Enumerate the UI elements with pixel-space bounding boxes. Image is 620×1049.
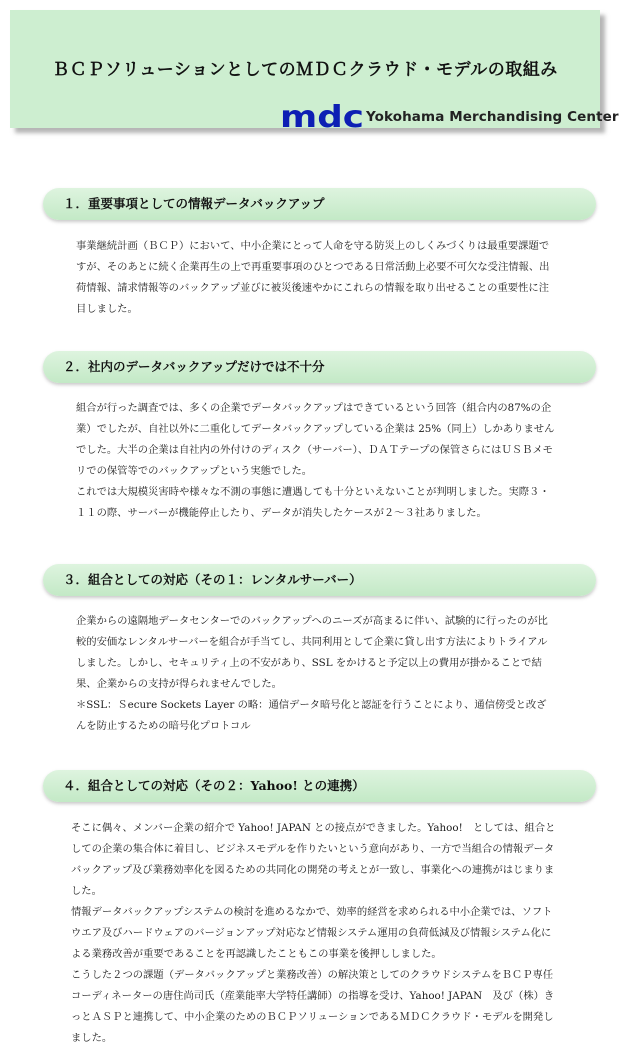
section-body-2: [76, 398, 556, 524]
page-title: ＢＣＰソリューションとしてのＭＤＣクラウド・モデルの取組み: [52, 60, 558, 80]
paragraph: 情報データバックアップシステムの検討を進めるなかで、効率的経営を求められる中小企業では、ソフトウエア及びハードウェアのバージョンアップ対応など情報システム運用の負荷低減及び情報システム化による業務改善が重要であることを再認識したこともこの事業を後押ししました。: [71, 906, 553, 960]
section-body-3: [76, 611, 556, 737]
paragraph: ＊SSL：Ｓecure Sockets Layer の略：通信データ暗号化と認証を行うことにより、通信傍受と改ざんを防止するための暗号化プロトコル: [76, 699, 547, 732]
section-body-4: [71, 818, 557, 1049]
paragraph: 事業継続計画（ＢＣＰ）において、中小企業にとって人命を守る防災上のしくみづくりは最重要課題ですが、そのあとに続く企業再生の上で再重要事項のひとつである日常活動上必要不可欠な受注情報、出荷情報、請求情報等のバックアップ並びに被災後速やかにこれらの情報を取り出せることの重要性に注目しました。: [76, 240, 550, 315]
paragraph: 組合が行った調査では、多くの企業でデータバックアップはできているという回答（組合内の87%の企業）でしたが、自社以外に二重化してデータバックアップしている企業は 25%（同上）しかありませんでした。大半の企業は自社内の外付けのディスク（サーバー）、ＤＡＴテープの保管さらにはＵＳＢメモリでの保管等でのバックアップという実態でした。: [76, 402, 555, 477]
section-heading-2: ２．社内のデータバックアップだけでは不十分: [43, 351, 596, 383]
org-name: Yokohama Merchandising Center: [366, 109, 619, 125]
paragraph: 企業からの遠隔地データセンターでのバックアップへのニーズが高まるに伴い、試験的に行ったのが比較的安価なレンタルサーバーを組合が手当てし、共同利用として企業に貸し出す方法によりトライアルしました。しかし、セキュリティ上の不安があり、SSL をかけると予定以上の費用が掛かることで結果、企業からの支持が得られませんでした。: [76, 615, 548, 690]
mdc-logo-icon: [280, 104, 366, 128]
section-heading-4: ４．組合としての対応（その２：Yahoo! との連携）: [43, 770, 596, 802]
section-body-1: [76, 236, 556, 320]
svg-text:mdc: mdc: [280, 104, 364, 128]
header-panel: [10, 10, 619, 128]
paragraph: こうした２つの課題（データバックアップと業務改善）の解決策としてのクラウドシステムをＢＣＰ専任コーディネーターの唐住尚司氏（産業能率大学特任講師）の指導を受け、Yahoo! JAPAN 及び（株）きっとＡＳＰと連携して、中小企業のためのＢＣＰソリューションであるＭＤＣクラウド・モデルを開発しました。: [71, 969, 555, 1044]
paragraph: そこに偶々、メンバー企業の紹介で Yahoo! JAPAN との接点ができました。Yahoo! としては、組合としての企業の集合体に着目し、ビジネスモデルを作りたいという意向があり、一方で当組合の情報データバックアップ及び業務効率化を図るための共同化の開発の考えとが一致し、事業化への連携がはじまりました。: [71, 822, 556, 897]
section-heading-3: ３．組合としての対応（その１：レンタルサーバー）: [43, 564, 596, 596]
section-heading-1: １．重要事項としての情報データバックアップ: [43, 188, 596, 220]
paragraph: これでは大規模災害時や様々な不測の事態に遭遇しても十分といえないことが判明しました。実際３・１１の際、サーバーが機能停止したり、データが消失したケースが２～３社ありました。: [76, 486, 550, 519]
